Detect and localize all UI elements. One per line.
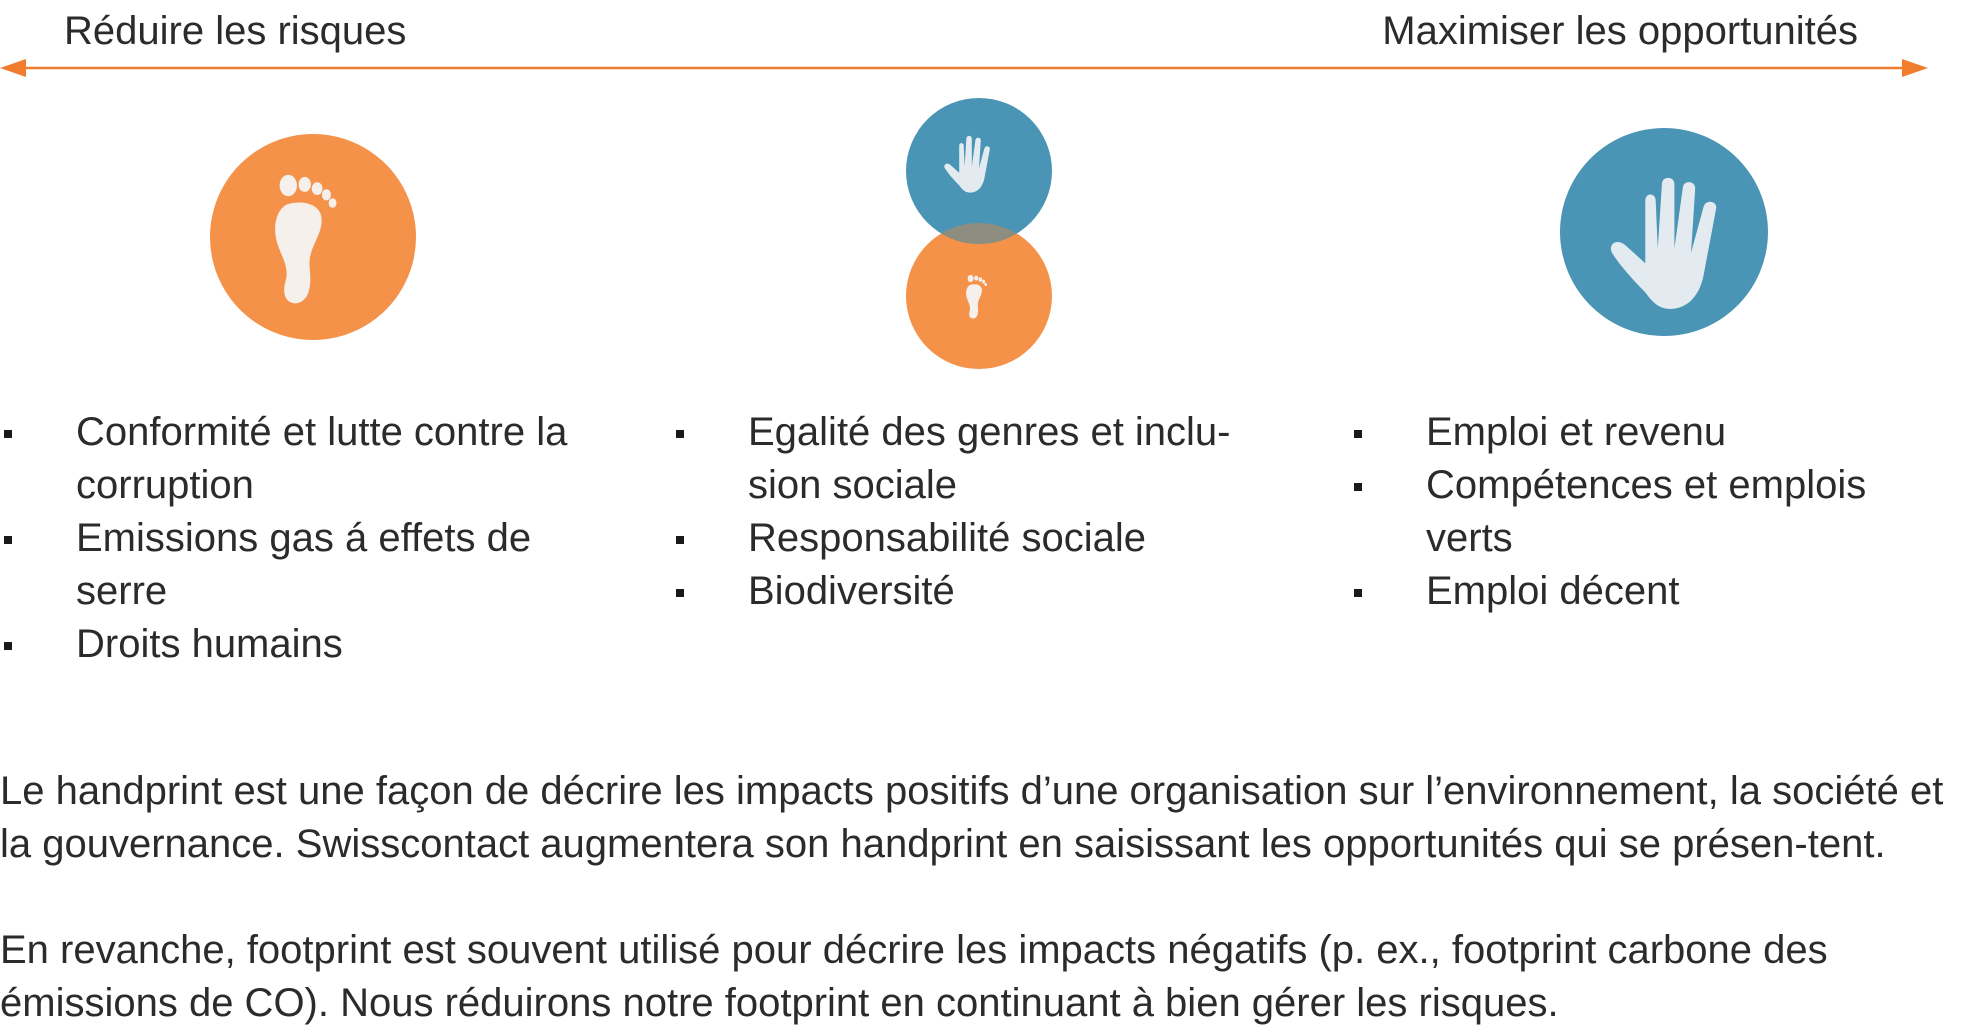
- footprint-icon: [210, 134, 416, 340]
- list-item: Compétences et emplois verts: [1350, 459, 1950, 565]
- list-item: Biodiversité: [672, 565, 1292, 618]
- list-item: Droits humains: [0, 618, 620, 671]
- footprint-paragraph: En revanche, footprint est souvent utilisé pour décrire les impacts négatifs (p. ex., footprint carbone des émissions de CO). Nous réduirons notre footprint en continuant à bien gérer les risques.: [0, 928, 1828, 1025]
- list-item: Emploi et revenu: [1350, 406, 1950, 459]
- mixed-list: [672, 406, 1292, 618]
- handprint-icon: [1560, 128, 1768, 336]
- double-arrow: [0, 50, 1966, 90]
- arrow-head-left: [0, 59, 26, 77]
- list-item: Conformité et lutte contre la corruption: [0, 406, 620, 512]
- axis-label-reduce-risks: Réduire les risques: [64, 9, 407, 53]
- handprint-circle-right: [1560, 128, 1768, 336]
- handprint-paragraph: Le handprint est une façon de décrire les impacts positifs d’une organisation sur l’environnement, la société et la gouvernance. Swisscontact augmentera son handprint en saisissant les opportunités qui se présen-tent.: [0, 769, 1944, 866]
- axis-label-maximize-opportunities: Maximiser les opportunités: [1382, 9, 1858, 53]
- opportunity-list: [1350, 406, 1950, 618]
- arrow-head-right: [1902, 59, 1928, 77]
- list-item: Responsabilité sociale: [672, 512, 1292, 565]
- risk-list: [0, 406, 620, 671]
- list-item: Emissions gas á effets de serre: [0, 512, 620, 618]
- footprint-circle-left: [210, 134, 416, 340]
- list-item: Egalité des genres et inclu-sion sociale: [672, 406, 1292, 512]
- handprint-footprint-overlap: [904, 98, 1054, 376]
- list-item: Emploi décent: [1350, 565, 1950, 618]
